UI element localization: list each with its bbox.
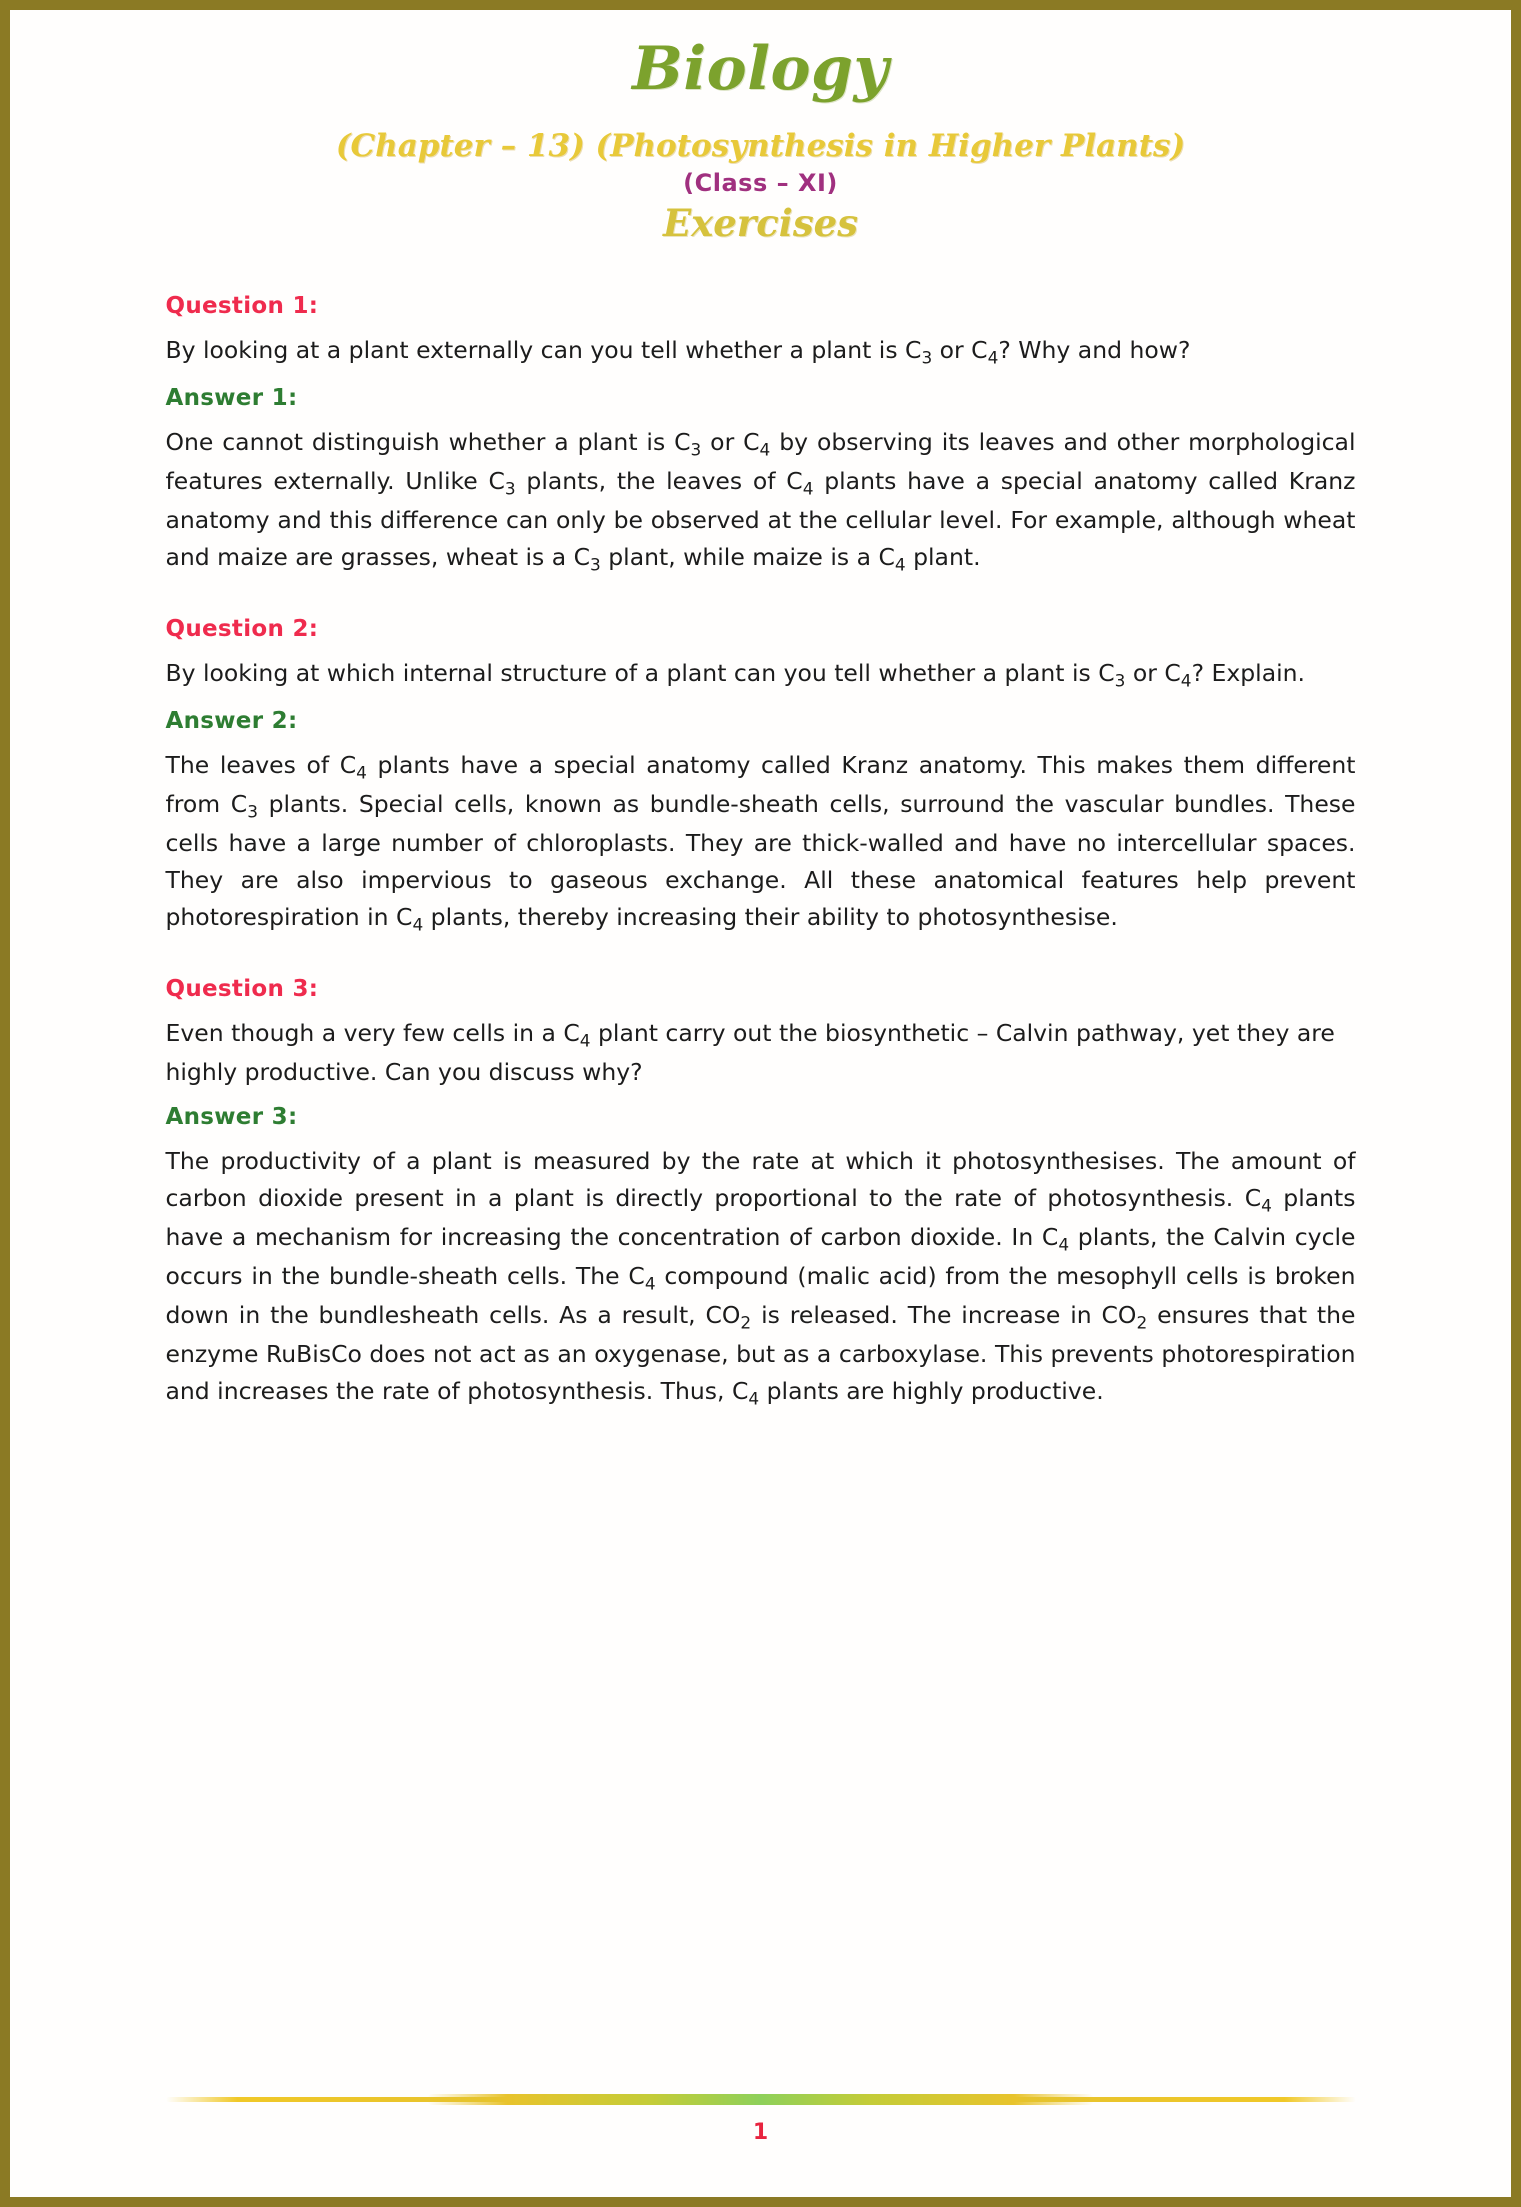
- qa-block-1: [166, 293, 1356, 578]
- section-heading: Exercises: [662, 201, 859, 246]
- answer-text-2: The leaves of $C_4$ plants have a special anatomy called Kranz anatomy. This makes them different from $C_3$ plants. Special cells, known as bundle-sheath cells, surround the vascular bundles. These cells have a large number of chloroplasts. They are thick-walled and have no intercellular spaces. They are also impervious to gaseous exchange. All these anatomical features help prevent photorespiration in $C_4$ plants, thereby increasing their ability to photosynthesise.: [165, 751, 1356, 935]
- qa-block-3: [166, 976, 1356, 1412]
- footer-divider-thick: [427, 2094, 1093, 2105]
- question-label-2: Question 2:: [165, 616, 319, 643]
- answer-label-2: Answer 2:: [165, 708, 298, 735]
- footer-divider: [166, 2092, 1356, 2106]
- qa-block-2: [166, 616, 1356, 938]
- question-text-1: By looking at a plant externally can you tell whether a plant is $C_3$ or $C_4$? Why and how?: [165, 336, 1191, 368]
- question-text-3: Even though a very few cells in a $C_4$ plant carry out the biosynthetic – Calvin pathway, yet they are highly productive. Can you discuss why?: [165, 1018, 1335, 1086]
- document-title: Biology: [632, 34, 889, 104]
- page-inner: [10, 10, 1511, 2197]
- question-text-2: By looking at which internal structure of a plant can you tell whether a plant is $C_3$ or $C_4$? Explain.: [165, 659, 1306, 691]
- answer-label-3: Answer 3:: [165, 1104, 298, 1131]
- question-label-1: Question 1:: [165, 293, 319, 320]
- page-footer: [10, 2092, 1511, 2145]
- question-label-3: Question 3:: [165, 975, 319, 1002]
- answer-text-1: One cannot distinguish whether a plant is $C_3$ or $C_4$ by observing its leaves and other morphological features externally. Unlike $C_3$ plants, the leaves of $C_4$ plants have a special anatomy called Kranz anatomy and this difference can only be observed at the cellular level. For example, although wheat and maize are grasses, wheat is a $C_3$ plant, while maize is a $C_4$ plant.: [165, 428, 1356, 575]
- page-number: 1: [752, 2120, 769, 2145]
- answer-label-1: Answer 1:: [165, 385, 298, 412]
- class-subtitle: (Class – XI): [683, 169, 838, 198]
- answer-text-3: The productivity of a plant is measured by the rate at which it photosynthesises. The amount of carbon dioxide present in a plant is directly proportional to the rate of photosynthesis. $C_4$ plants have a mechanism for increasing the concentration of carbon dioxide. In $C_4$ plants, the Calvin cycle occurs in the bundle-sheath cells. The $C_4$ compound (malic acid) from the mesophyll cells is broken down in the bundlesheath cells. As a result, $CO_2$ is released. The increase in $CO_2$ ensures that the enzyme RuBisCo does not act as an oxygenase, but as a carboxylase. This prevents photorespiration and increases the rate of photosynthesis. Thus, $C_4$ plants are highly productive.: [165, 1147, 1356, 1409]
- document-header: [10, 10, 1511, 245]
- qa-content: [166, 245, 1356, 1412]
- chapter-subtitle: (Chapter – 13) (Photosynthesis in Higher Plants): [335, 128, 1186, 164]
